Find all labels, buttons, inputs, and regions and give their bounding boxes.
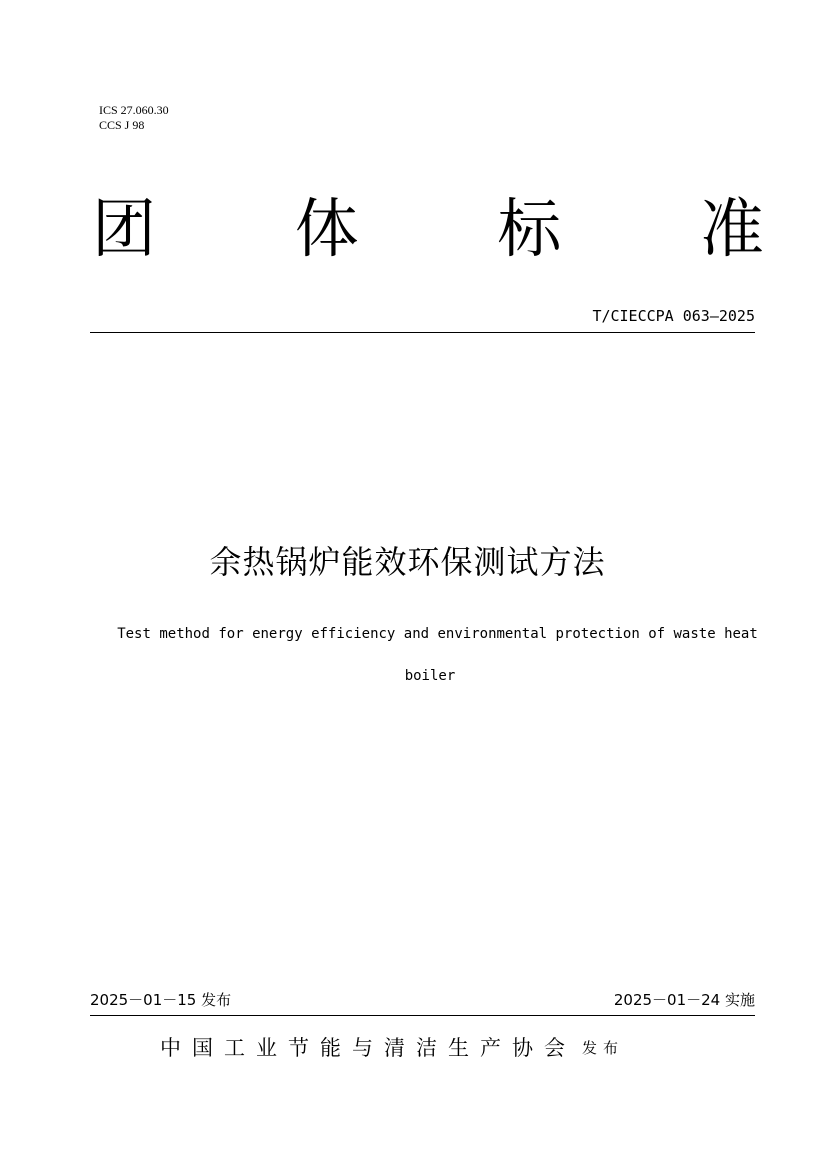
standard-type-char: 准 (699, 193, 764, 267)
standard-type-char: 标 (497, 193, 562, 267)
publisher-line (160, 1031, 624, 1063)
standard-number: T/CIECCPA 063—2025 (592, 307, 755, 325)
bottom-divider (90, 1015, 755, 1016)
english-title-line-1: Test method for energy efficiency and environmental protection of waste heat (117, 626, 758, 642)
document-title-english (60, 622, 815, 689)
standard-type-char: 体 (294, 193, 359, 267)
classification-codes (99, 103, 169, 133)
publish-date: 2025－01－15 发布 (90, 991, 232, 1009)
publisher-action: 发布 (582, 1038, 625, 1057)
document-title-chinese: 余热锅炉能效环保测试方法 (209, 543, 606, 581)
ics-code: ICS 27.060.30 (99, 103, 169, 117)
implementation-date: 2025－01－24 实施 (613, 991, 755, 1009)
publisher-organization: 中国工业节能与清洁生产协会 (160, 1036, 576, 1060)
english-title-line-2: boiler (404, 668, 456, 684)
standard-type-char: 团 (92, 193, 156, 267)
standard-type-heading (92, 190, 764, 270)
top-divider (90, 332, 755, 333)
ccs-code: CCS J 98 (99, 118, 145, 132)
